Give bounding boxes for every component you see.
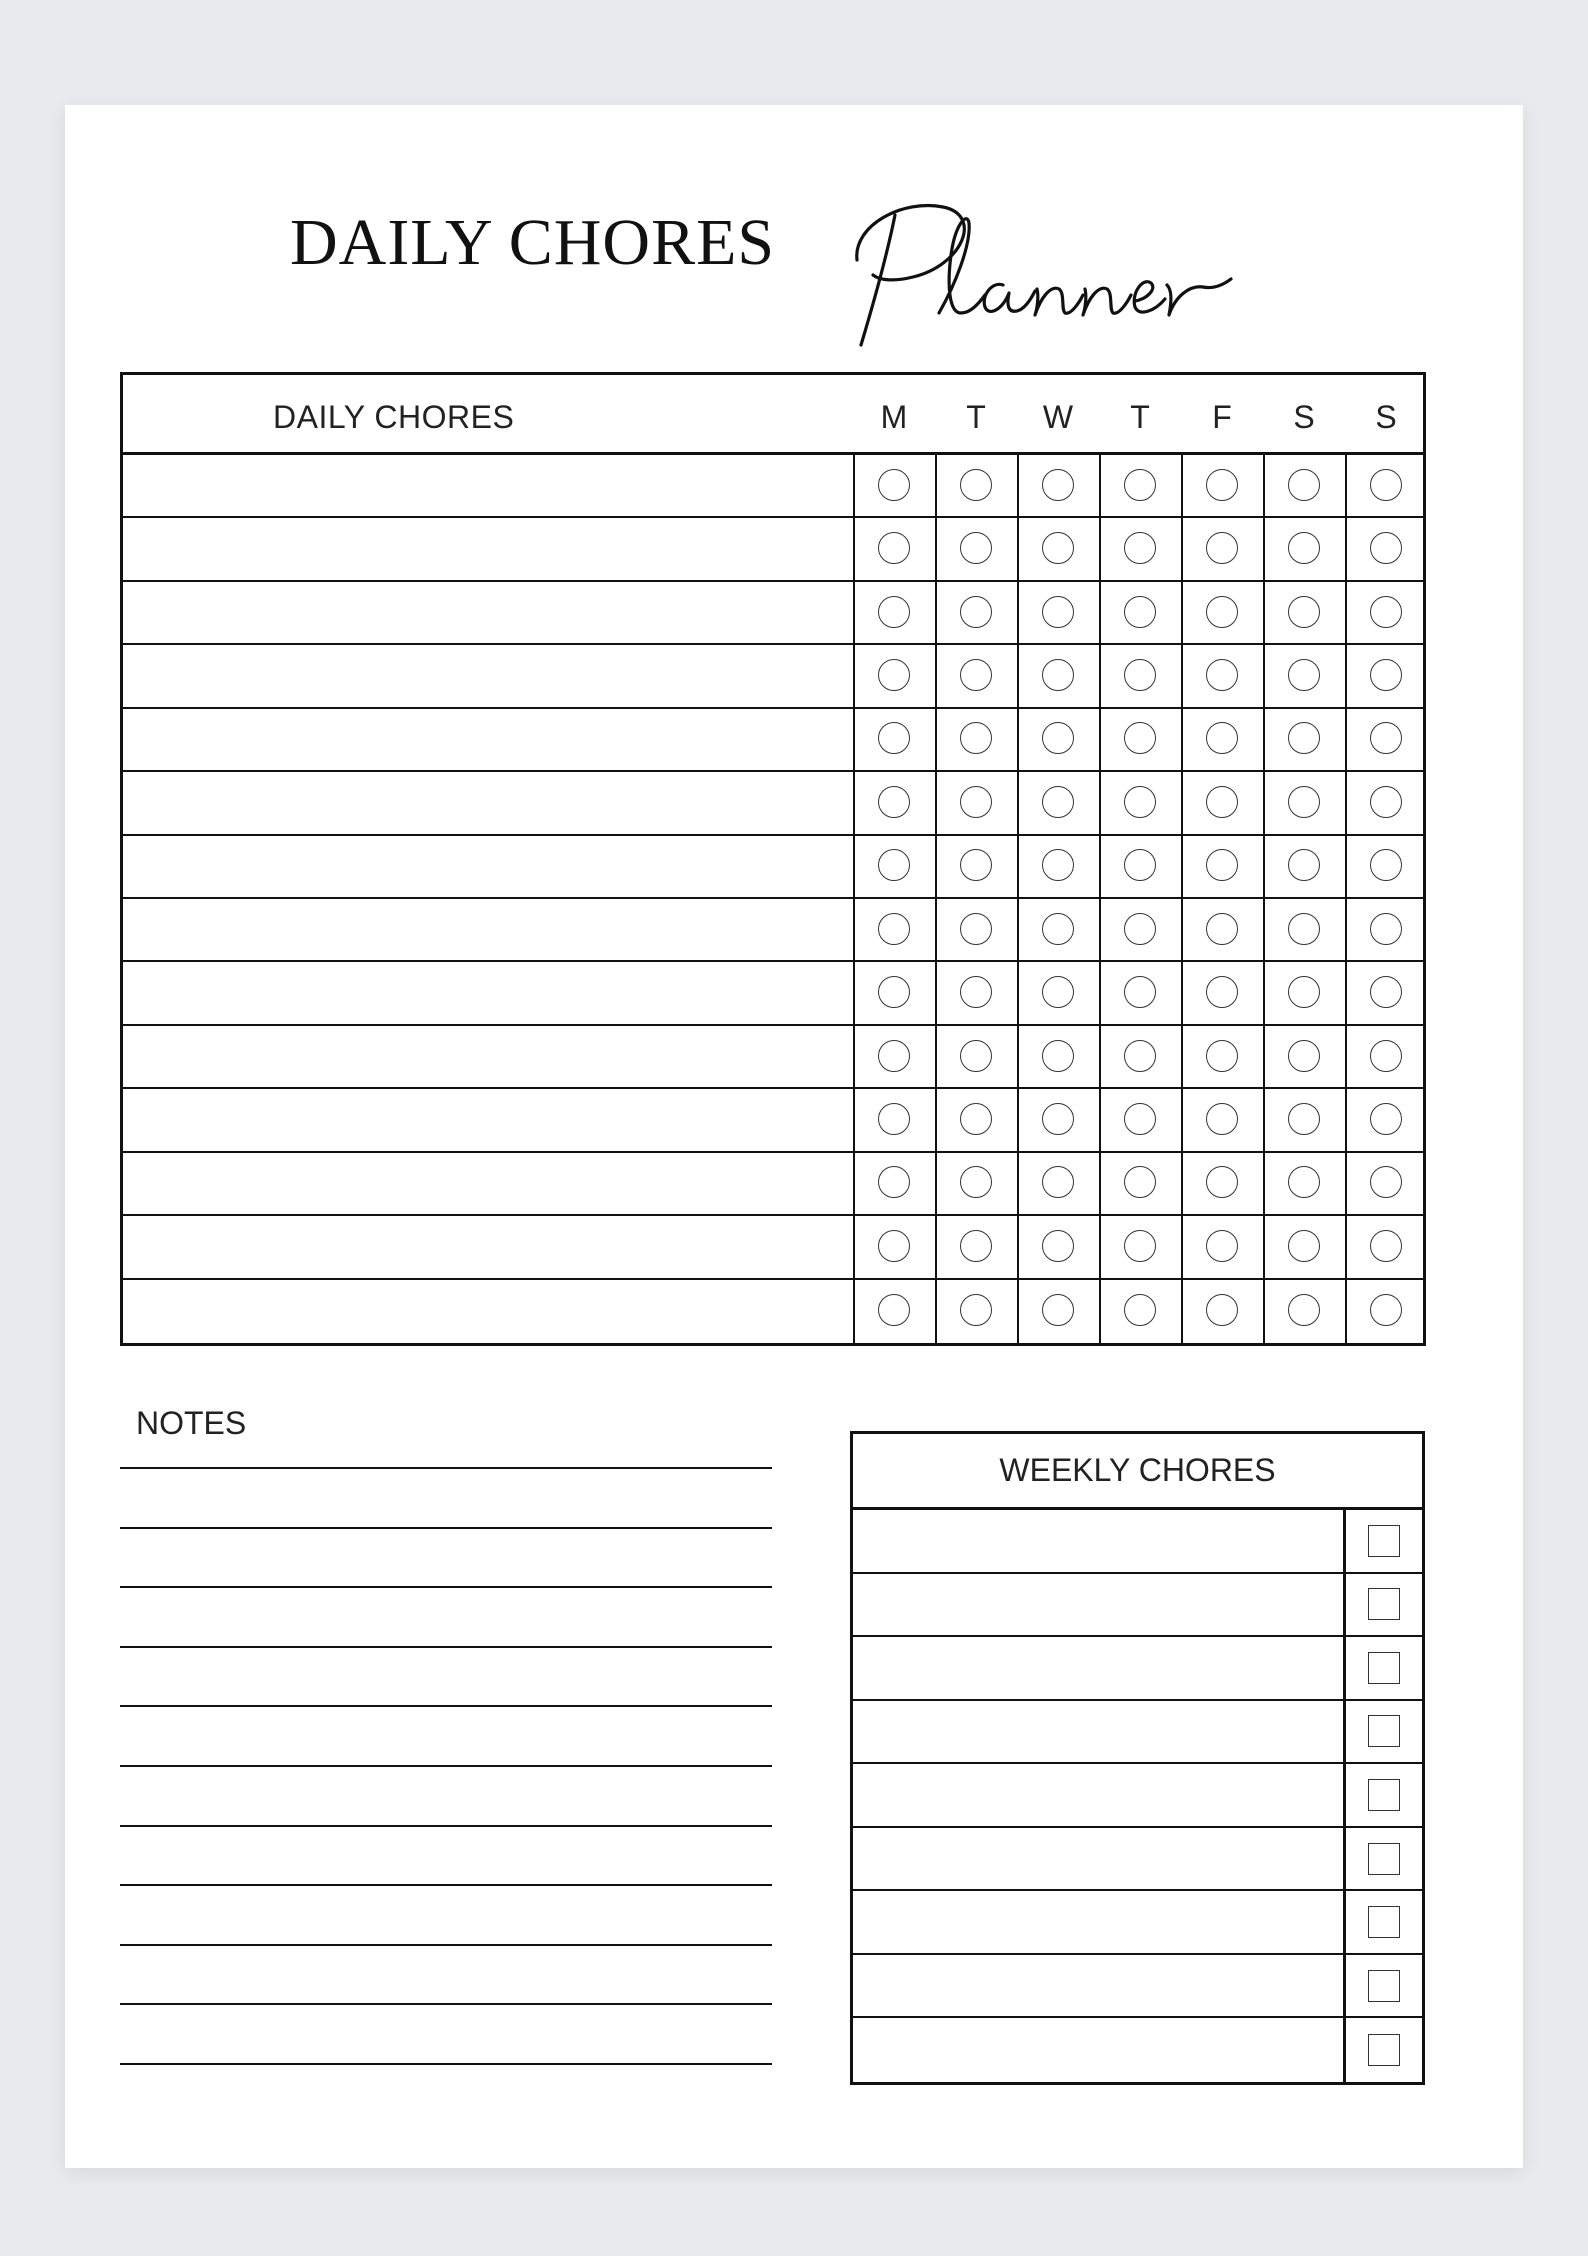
circle-checkbox-icon[interactable] — [1042, 532, 1074, 564]
daily-chore-day-cell — [853, 518, 935, 579]
daily-chore-day-cell — [1345, 1153, 1427, 1214]
circle-checkbox-icon[interactable] — [1206, 532, 1238, 564]
weekly-chore-name-field[interactable] — [853, 1701, 1343, 1763]
daily-chore-day-cell — [1345, 1280, 1427, 1343]
circle-checkbox-icon[interactable] — [878, 1230, 910, 1262]
daily-chore-day-cell — [1099, 836, 1181, 897]
circle-checkbox-icon[interactable] — [1370, 532, 1402, 564]
square-checkbox-icon[interactable] — [1368, 1715, 1400, 1747]
daily-chore-day-cell — [853, 709, 935, 770]
circle-checkbox-icon[interactable] — [1124, 1230, 1156, 1262]
daily-chore-day-cell — [1017, 1089, 1099, 1150]
circle-checkbox-icon[interactable] — [1288, 596, 1320, 628]
script-title-planner — [843, 185, 1263, 355]
circle-checkbox-icon[interactable] — [1206, 1166, 1238, 1198]
daily-chore-day-cell — [1345, 645, 1427, 706]
notes-label: NOTES — [136, 1405, 247, 1441]
weekly-chore-name-field[interactable] — [853, 1574, 1343, 1636]
weekly-chore-name-field[interactable] — [853, 1764, 1343, 1826]
circle-checkbox-icon[interactable] — [1042, 976, 1074, 1008]
weekly-chore-name-field[interactable] — [853, 1510, 1343, 1572]
square-checkbox-icon[interactable] — [1368, 1843, 1400, 1875]
day-label-saturday: S — [1293, 399, 1315, 435]
circle-checkbox-icon[interactable] — [1206, 849, 1238, 881]
daily-chore-name-field[interactable] — [123, 1026, 853, 1087]
notes-line[interactable] — [120, 1646, 772, 1648]
daily-chore-day-cell — [853, 1089, 935, 1150]
square-checkbox-icon[interactable] — [1368, 2034, 1400, 2066]
daily-chore-day-cell — [1181, 1153, 1263, 1214]
daily-chore-row — [123, 582, 1423, 645]
daily-chore-day-cell — [1099, 1216, 1181, 1277]
weekly-chore-name-field[interactable] — [853, 1637, 1343, 1699]
circle-checkbox-icon[interactable] — [1370, 976, 1402, 1008]
day-label-wednesday: W — [1042, 399, 1074, 435]
daily-chore-name-field[interactable] — [123, 1280, 853, 1343]
daily-chore-row — [123, 1280, 1423, 1343]
circle-checkbox-icon[interactable] — [1042, 849, 1074, 881]
daily-chore-day-cell — [1263, 455, 1345, 516]
daily-chore-name-field[interactable] — [123, 1216, 853, 1277]
daily-chore-day-cell — [853, 1026, 935, 1087]
daily-chore-day-cell — [1181, 1280, 1263, 1343]
daily-chore-day-cell — [853, 962, 935, 1023]
daily-chore-day-cell — [1017, 582, 1099, 643]
daily-chore-row — [123, 455, 1423, 518]
daily-chore-day-cell — [1263, 1280, 1345, 1343]
daily-chore-day-cell — [935, 518, 1017, 579]
circle-checkbox-icon[interactable] — [878, 532, 910, 564]
weekly-chores-table — [850, 1431, 1425, 2085]
circle-checkbox-icon[interactable] — [1124, 469, 1156, 501]
daily-chore-day-cell — [935, 899, 1017, 960]
daily-chore-day-cell — [1099, 645, 1181, 706]
daily-chores-grid — [123, 455, 1423, 1343]
circle-checkbox-icon[interactable] — [1288, 1230, 1320, 1262]
daily-chore-row — [123, 1026, 1423, 1089]
circle-checkbox-icon[interactable] — [1124, 1103, 1156, 1135]
daily-chore-day-cell — [935, 1026, 1017, 1087]
circle-checkbox-icon[interactable] — [1124, 532, 1156, 564]
circle-checkbox-icon[interactable] — [1206, 1103, 1238, 1135]
daily-chore-day-cell — [1263, 1026, 1345, 1087]
circle-checkbox-icon[interactable] — [1206, 722, 1238, 754]
circle-checkbox-icon[interactable] — [960, 722, 992, 754]
weekly-chore-check-cell — [1343, 1510, 1422, 1572]
daily-chore-day-cell — [853, 1280, 935, 1343]
daily-chore-row — [123, 645, 1423, 708]
page-title: DAILY CHORES — [290, 206, 776, 279]
circle-checkbox-icon[interactable] — [1370, 1230, 1402, 1262]
daily-chore-day-cell — [1099, 1089, 1181, 1150]
circle-checkbox-icon[interactable] — [878, 1103, 910, 1135]
circle-checkbox-icon[interactable] — [960, 913, 992, 945]
circle-checkbox-icon[interactable] — [878, 1294, 910, 1326]
daily-chore-day-cell — [1181, 1089, 1263, 1150]
daily-chore-day-cell — [1263, 772, 1345, 833]
circle-checkbox-icon[interactable] — [1288, 849, 1320, 881]
daily-chore-row — [123, 836, 1423, 899]
daily-chore-day-cell — [1017, 1026, 1099, 1087]
daily-chore-day-cell — [853, 899, 935, 960]
daily-chore-row — [123, 1216, 1423, 1279]
planner-page — [65, 105, 1523, 2168]
notes-line[interactable] — [120, 1944, 772, 1946]
daily-chore-day-cell — [1263, 709, 1345, 770]
day-label-tuesday: T — [966, 399, 986, 435]
circle-checkbox-icon[interactable] — [1370, 659, 1402, 691]
notes-line[interactable] — [120, 1586, 772, 1588]
daily-chore-day-cell — [1181, 836, 1263, 897]
circle-checkbox-icon[interactable] — [878, 469, 910, 501]
circle-checkbox-icon[interactable] — [878, 1166, 910, 1198]
daily-chore-row — [123, 899, 1423, 962]
circle-checkbox-icon[interactable] — [1206, 659, 1238, 691]
daily-chore-day-cell — [1099, 1280, 1181, 1343]
weekly-chores-header-label: WEEKLY CHORES — [999, 1452, 1276, 1488]
daily-chore-day-cell — [1263, 645, 1345, 706]
circle-checkbox-icon[interactable] — [1288, 1294, 1320, 1326]
weekly-chore-check-cell — [1343, 1637, 1422, 1699]
daily-chore-day-cell — [1181, 582, 1263, 643]
square-checkbox-icon[interactable] — [1368, 1652, 1400, 1684]
circle-checkbox-icon[interactable] — [1206, 1230, 1238, 1262]
daily-chore-day-cell — [935, 1280, 1017, 1343]
weekly-chore-row — [853, 1955, 1422, 2019]
weekly-chore-check-cell — [1343, 1828, 1422, 1890]
daily-chore-day-cell — [935, 836, 1017, 897]
weekly-chore-row — [853, 1701, 1422, 1765]
notes-line[interactable] — [120, 1825, 772, 1827]
daily-chore-day-cell — [1345, 836, 1427, 897]
daily-chore-row — [123, 772, 1423, 835]
daily-chore-day-cell — [1181, 709, 1263, 770]
daily-chore-day-cell — [1099, 582, 1181, 643]
circle-checkbox-icon[interactable] — [1042, 469, 1074, 501]
circle-checkbox-icon[interactable] — [1042, 659, 1074, 691]
square-checkbox-icon[interactable] — [1368, 1779, 1400, 1811]
daily-chores-header — [123, 375, 1423, 455]
circle-checkbox-icon[interactable] — [1042, 786, 1074, 818]
circle-checkbox-icon[interactable] — [960, 1294, 992, 1326]
circle-checkbox-icon[interactable] — [1370, 1040, 1402, 1072]
circle-checkbox-icon[interactable] — [1124, 1166, 1156, 1198]
circle-checkbox-icon[interactable] — [1124, 976, 1156, 1008]
daily-chore-day-cell — [1263, 899, 1345, 960]
daily-chore-day-cell — [935, 709, 1017, 770]
daily-chore-name-field[interactable] — [123, 645, 853, 706]
weekly-chore-row — [853, 1764, 1422, 1828]
circle-checkbox-icon[interactable] — [878, 786, 910, 818]
daily-chore-day-cell — [1181, 772, 1263, 833]
weekly-chore-check-cell — [1343, 1891, 1422, 1953]
daily-chore-day-cell — [935, 645, 1017, 706]
circle-checkbox-icon[interactable] — [1124, 1294, 1156, 1326]
daily-chore-day-cell — [1099, 962, 1181, 1023]
circle-checkbox-icon[interactable] — [1206, 786, 1238, 818]
square-checkbox-icon[interactable] — [1368, 1970, 1400, 2002]
daily-chores-table — [120, 372, 1426, 1346]
daily-chore-day-cell — [1263, 1216, 1345, 1277]
circle-checkbox-icon[interactable] — [1042, 1103, 1074, 1135]
daily-chore-day-cell — [1017, 1153, 1099, 1214]
circle-checkbox-icon[interactable] — [1042, 1040, 1074, 1072]
daily-chore-day-cell — [1017, 709, 1099, 770]
daily-chore-day-cell — [1263, 582, 1345, 643]
daily-chore-day-cell — [853, 1216, 935, 1277]
circle-checkbox-icon[interactable] — [1206, 913, 1238, 945]
daily-chore-day-cell — [853, 582, 935, 643]
daily-chore-day-cell — [1345, 1216, 1427, 1277]
daily-chore-day-cell — [1181, 1026, 1263, 1087]
daily-chore-name-field[interactable] — [123, 455, 853, 516]
circle-checkbox-icon[interactable] — [1042, 1230, 1074, 1262]
circle-checkbox-icon[interactable] — [1206, 1040, 1238, 1072]
daily-chore-day-cell — [1345, 1089, 1427, 1150]
daily-chore-name-field[interactable] — [123, 962, 853, 1023]
daily-chore-day-cell — [1017, 899, 1099, 960]
daily-chore-day-cell — [1263, 1089, 1345, 1150]
circle-checkbox-icon[interactable] — [960, 1040, 992, 1072]
daily-chore-day-cell — [935, 1153, 1017, 1214]
daily-chore-day-cell — [853, 772, 935, 833]
circle-checkbox-icon[interactable] — [1288, 722, 1320, 754]
circle-checkbox-icon[interactable] — [1124, 786, 1156, 818]
daily-chore-row — [123, 1089, 1423, 1152]
daily-chore-day-cell — [1263, 518, 1345, 579]
daily-chore-name-field[interactable] — [123, 899, 853, 960]
daily-chore-day-cell — [1181, 645, 1263, 706]
notes-line[interactable] — [120, 2063, 772, 2065]
circle-checkbox-icon[interactable] — [960, 849, 992, 881]
notes-line[interactable] — [120, 1705, 772, 1707]
daily-chore-day-cell — [1345, 455, 1427, 516]
daily-chore-day-cell — [1099, 518, 1181, 579]
circle-checkbox-icon[interactable] — [878, 659, 910, 691]
circle-checkbox-icon[interactable] — [960, 1166, 992, 1198]
circle-checkbox-icon[interactable] — [960, 596, 992, 628]
circle-checkbox-icon[interactable] — [960, 1230, 992, 1262]
daily-chore-name-field[interactable] — [123, 772, 853, 833]
circle-checkbox-icon[interactable] — [1370, 1103, 1402, 1135]
daily-chore-day-cell — [1099, 772, 1181, 833]
daily-chore-day-cell — [1181, 455, 1263, 516]
circle-checkbox-icon[interactable] — [1370, 1166, 1402, 1198]
circle-checkbox-icon[interactable] — [1206, 596, 1238, 628]
daily-chore-day-cell — [1017, 645, 1099, 706]
circle-checkbox-icon[interactable] — [1288, 1103, 1320, 1135]
daily-chore-day-cell — [853, 836, 935, 897]
notes-section — [120, 1405, 775, 2185]
daily-chore-day-cell — [935, 582, 1017, 643]
circle-checkbox-icon[interactable] — [1042, 722, 1074, 754]
circle-checkbox-icon[interactable] — [1370, 596, 1402, 628]
daily-chore-day-cell — [935, 962, 1017, 1023]
circle-checkbox-icon[interactable] — [1288, 976, 1320, 1008]
weekly-chore-check-cell — [1343, 1955, 1422, 2017]
daily-chore-row — [123, 709, 1423, 772]
daily-chore-name-field[interactable] — [123, 1089, 853, 1150]
daily-chore-name-field[interactable] — [123, 582, 853, 643]
circle-checkbox-icon[interactable] — [878, 1040, 910, 1072]
daily-chore-day-cell — [1017, 772, 1099, 833]
circle-checkbox-icon[interactable] — [1206, 1294, 1238, 1326]
circle-checkbox-icon[interactable] — [1042, 1166, 1074, 1198]
daily-chore-day-cell — [1263, 836, 1345, 897]
daily-chore-day-cell — [1099, 899, 1181, 960]
daily-chore-day-cell — [1181, 899, 1263, 960]
daily-chore-day-cell — [1345, 582, 1427, 643]
notes-line[interactable] — [120, 1765, 772, 1767]
circle-checkbox-icon[interactable] — [1370, 722, 1402, 754]
circle-checkbox-icon[interactable] — [1288, 469, 1320, 501]
circle-checkbox-icon[interactable] — [1124, 722, 1156, 754]
weekly-chore-name-field[interactable] — [853, 2018, 1343, 2082]
weekly-chore-row — [853, 1637, 1422, 1701]
circle-checkbox-icon[interactable] — [878, 913, 910, 945]
notes-line[interactable] — [120, 2003, 772, 2005]
circle-checkbox-icon[interactable] — [960, 469, 992, 501]
daily-chore-day-cell — [1099, 455, 1181, 516]
daily-chore-day-cell — [1017, 1280, 1099, 1343]
weekly-chore-row — [853, 1891, 1422, 1955]
notes-line[interactable] — [120, 1527, 772, 1529]
circle-checkbox-icon[interactable] — [960, 976, 992, 1008]
circle-checkbox-icon[interactable] — [1042, 596, 1074, 628]
daily-chore-day-cell — [853, 455, 935, 516]
circle-checkbox-icon[interactable] — [1206, 976, 1238, 1008]
circle-checkbox-icon[interactable] — [1288, 1040, 1320, 1072]
circle-checkbox-icon[interactable] — [1288, 786, 1320, 818]
daily-chore-day-cell — [1263, 962, 1345, 1023]
daily-chore-day-cell — [1345, 709, 1427, 770]
daily-chore-day-cell — [1345, 899, 1427, 960]
weekly-chore-check-cell — [1343, 1701, 1422, 1763]
circle-checkbox-icon[interactable] — [1370, 1294, 1402, 1326]
day-label-thursday: T — [1130, 399, 1150, 435]
daily-chore-day-cell — [1099, 1153, 1181, 1214]
daily-chore-day-cell — [853, 645, 935, 706]
square-checkbox-icon[interactable] — [1368, 1588, 1400, 1620]
circle-checkbox-icon[interactable] — [960, 532, 992, 564]
daily-chore-day-cell — [1345, 772, 1427, 833]
daily-chore-day-cell — [1017, 1216, 1099, 1277]
weekly-chore-check-cell — [1343, 1764, 1422, 1826]
circle-checkbox-icon[interactable] — [1124, 659, 1156, 691]
circle-checkbox-icon[interactable] — [1124, 596, 1156, 628]
daily-chore-day-cell — [1099, 1026, 1181, 1087]
circle-checkbox-icon[interactable] — [1042, 1294, 1074, 1326]
daily-chore-day-cell — [1181, 518, 1263, 579]
weekly-chore-row — [853, 2018, 1422, 2082]
circle-checkbox-icon[interactable] — [1288, 1166, 1320, 1198]
circle-checkbox-icon[interactable] — [878, 596, 910, 628]
daily-chore-day-cell — [853, 1153, 935, 1214]
circle-checkbox-icon[interactable] — [1042, 913, 1074, 945]
circle-checkbox-icon[interactable] — [960, 1103, 992, 1135]
daily-chore-day-cell — [935, 455, 1017, 516]
day-label-sunday: S — [1375, 399, 1397, 435]
circle-checkbox-icon[interactable] — [1288, 532, 1320, 564]
square-checkbox-icon[interactable] — [1368, 1525, 1400, 1557]
daily-chore-day-cell — [1345, 518, 1427, 579]
notes-line[interactable] — [120, 1467, 772, 1469]
circle-checkbox-icon[interactable] — [1370, 849, 1402, 881]
circle-checkbox-icon[interactable] — [1124, 913, 1156, 945]
weekly-chore-row — [853, 1828, 1422, 1892]
circle-checkbox-icon[interactable] — [1370, 913, 1402, 945]
weekly-chore-name-field[interactable] — [853, 1828, 1343, 1890]
day-label-friday: F — [1212, 399, 1232, 435]
daily-chore-day-cell — [935, 1216, 1017, 1277]
daily-chore-day-cell — [1099, 709, 1181, 770]
circle-checkbox-icon[interactable] — [1124, 1040, 1156, 1072]
weekly-chore-check-cell — [1343, 1574, 1422, 1636]
daily-chore-day-cell — [1017, 836, 1099, 897]
circle-checkbox-icon[interactable] — [1124, 849, 1156, 881]
square-checkbox-icon[interactable] — [1368, 1906, 1400, 1938]
weekly-chore-row — [853, 1510, 1422, 1574]
daily-chore-row — [123, 962, 1423, 1025]
daily-chore-day-cell — [1263, 1153, 1345, 1214]
weekly-chores-header — [853, 1434, 1422, 1510]
daily-chore-day-cell — [935, 772, 1017, 833]
weekly-chore-check-cell — [1343, 2018, 1422, 2082]
daily-chore-name-field[interactable] — [123, 518, 853, 579]
circle-checkbox-icon[interactable] — [878, 976, 910, 1008]
circle-checkbox-icon[interactable] — [960, 659, 992, 691]
notes-line[interactable] — [120, 1884, 772, 1886]
daily-chore-name-field[interactable] — [123, 836, 853, 897]
circle-checkbox-icon[interactable] — [878, 722, 910, 754]
day-label-monday: M — [880, 399, 908, 435]
circle-checkbox-icon[interactable] — [960, 786, 992, 818]
daily-chore-day-cell — [1017, 455, 1099, 516]
daily-chores-header-label: DAILY CHORES — [273, 399, 515, 435]
circle-checkbox-icon[interactable] — [1370, 469, 1402, 501]
circle-checkbox-icon[interactable] — [878, 849, 910, 881]
daily-chore-name-field[interactable] — [123, 709, 853, 770]
daily-chore-day-cell — [1345, 962, 1427, 1023]
circle-checkbox-icon[interactable] — [1206, 469, 1238, 501]
daily-chore-day-cell — [1181, 962, 1263, 1023]
daily-chore-name-field[interactable] — [123, 1153, 853, 1214]
daily-chore-day-cell — [1345, 1026, 1427, 1087]
daily-chore-row — [123, 518, 1423, 581]
weekly-chore-row — [853, 1574, 1422, 1638]
daily-chore-day-cell — [1017, 518, 1099, 579]
daily-chore-day-cell — [935, 1089, 1017, 1150]
circle-checkbox-icon[interactable] — [1288, 659, 1320, 691]
daily-chore-row — [123, 1153, 1423, 1216]
circle-checkbox-icon[interactable] — [1288, 913, 1320, 945]
weekly-chore-name-field[interactable] — [853, 1891, 1343, 1953]
daily-chore-day-cell — [1181, 1216, 1263, 1277]
circle-checkbox-icon[interactable] — [1370, 786, 1402, 818]
weekly-chore-name-field[interactable] — [853, 1955, 1343, 2017]
weekly-chores-grid — [853, 1510, 1422, 2082]
daily-chore-day-cell — [1017, 962, 1099, 1023]
